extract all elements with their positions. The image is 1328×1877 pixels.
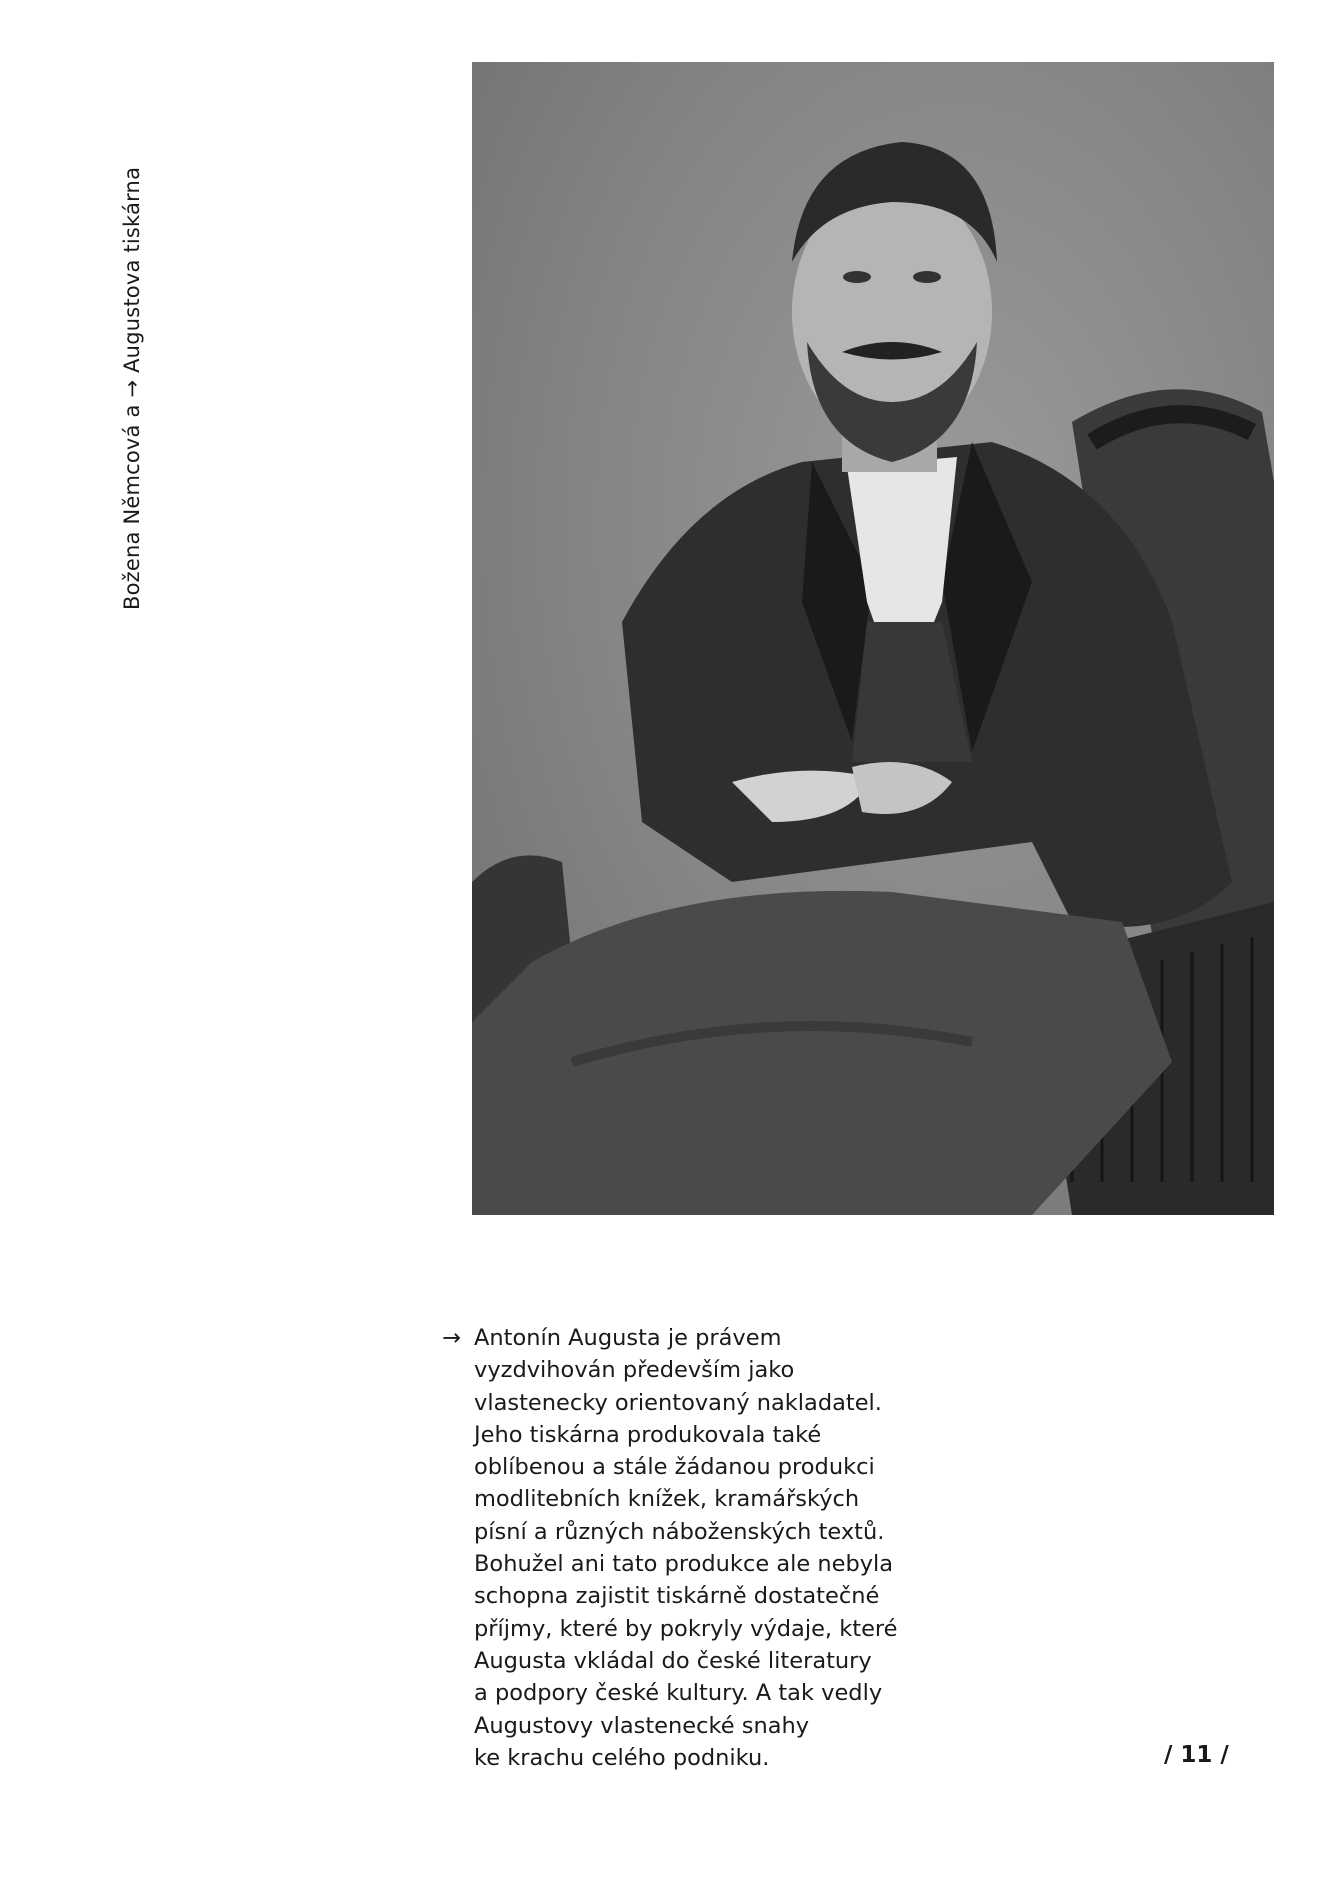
- paragraph-line: příjmy, které by pokryly výdaje, které: [474, 1615, 898, 1642]
- paragraph-line: Antonín Augusta je právem: [474, 1325, 782, 1351]
- page-number: / 11 /: [1164, 1742, 1229, 1768]
- paragraph-line: ke krachu celého podniku.: [474, 1744, 770, 1771]
- paragraph-line: modlitebních knížek, kramářských: [474, 1486, 860, 1513]
- paragraph-line: Augustovy vlastenecké snahy: [474, 1712, 810, 1739]
- paragraph-line: Bohužel ani tato produkce ale nebyla: [474, 1551, 894, 1578]
- caption-paragraph: [442, 1322, 942, 1774]
- paragraph-line: oblíbenou a stále žádanou produkci: [474, 1454, 875, 1481]
- paragraph-line: a podpory české kultury. A tak vedly: [474, 1680, 883, 1707]
- paragraph-line: písní a různých náboženských textů.: [474, 1518, 885, 1545]
- portrait-illustration: [472, 62, 1274, 1215]
- paragraph-line: Augusta vkládal do české literatury: [474, 1647, 872, 1674]
- paragraph-line: vyzdvihován především jako: [474, 1357, 795, 1384]
- running-head: Božena Němcová a → Augustova tiskárna: [120, 166, 144, 610]
- portrait-photo: [472, 62, 1274, 1215]
- paragraph-line: Jeho tiskárna produkovala také: [474, 1421, 822, 1448]
- paragraph-line: vlastenecky orientovaný nakladatel.: [474, 1389, 882, 1416]
- paragraph-line: schopna zajistit tiskárně dostatečné: [474, 1583, 880, 1610]
- arrow-icon: →: [442, 1325, 461, 1351]
